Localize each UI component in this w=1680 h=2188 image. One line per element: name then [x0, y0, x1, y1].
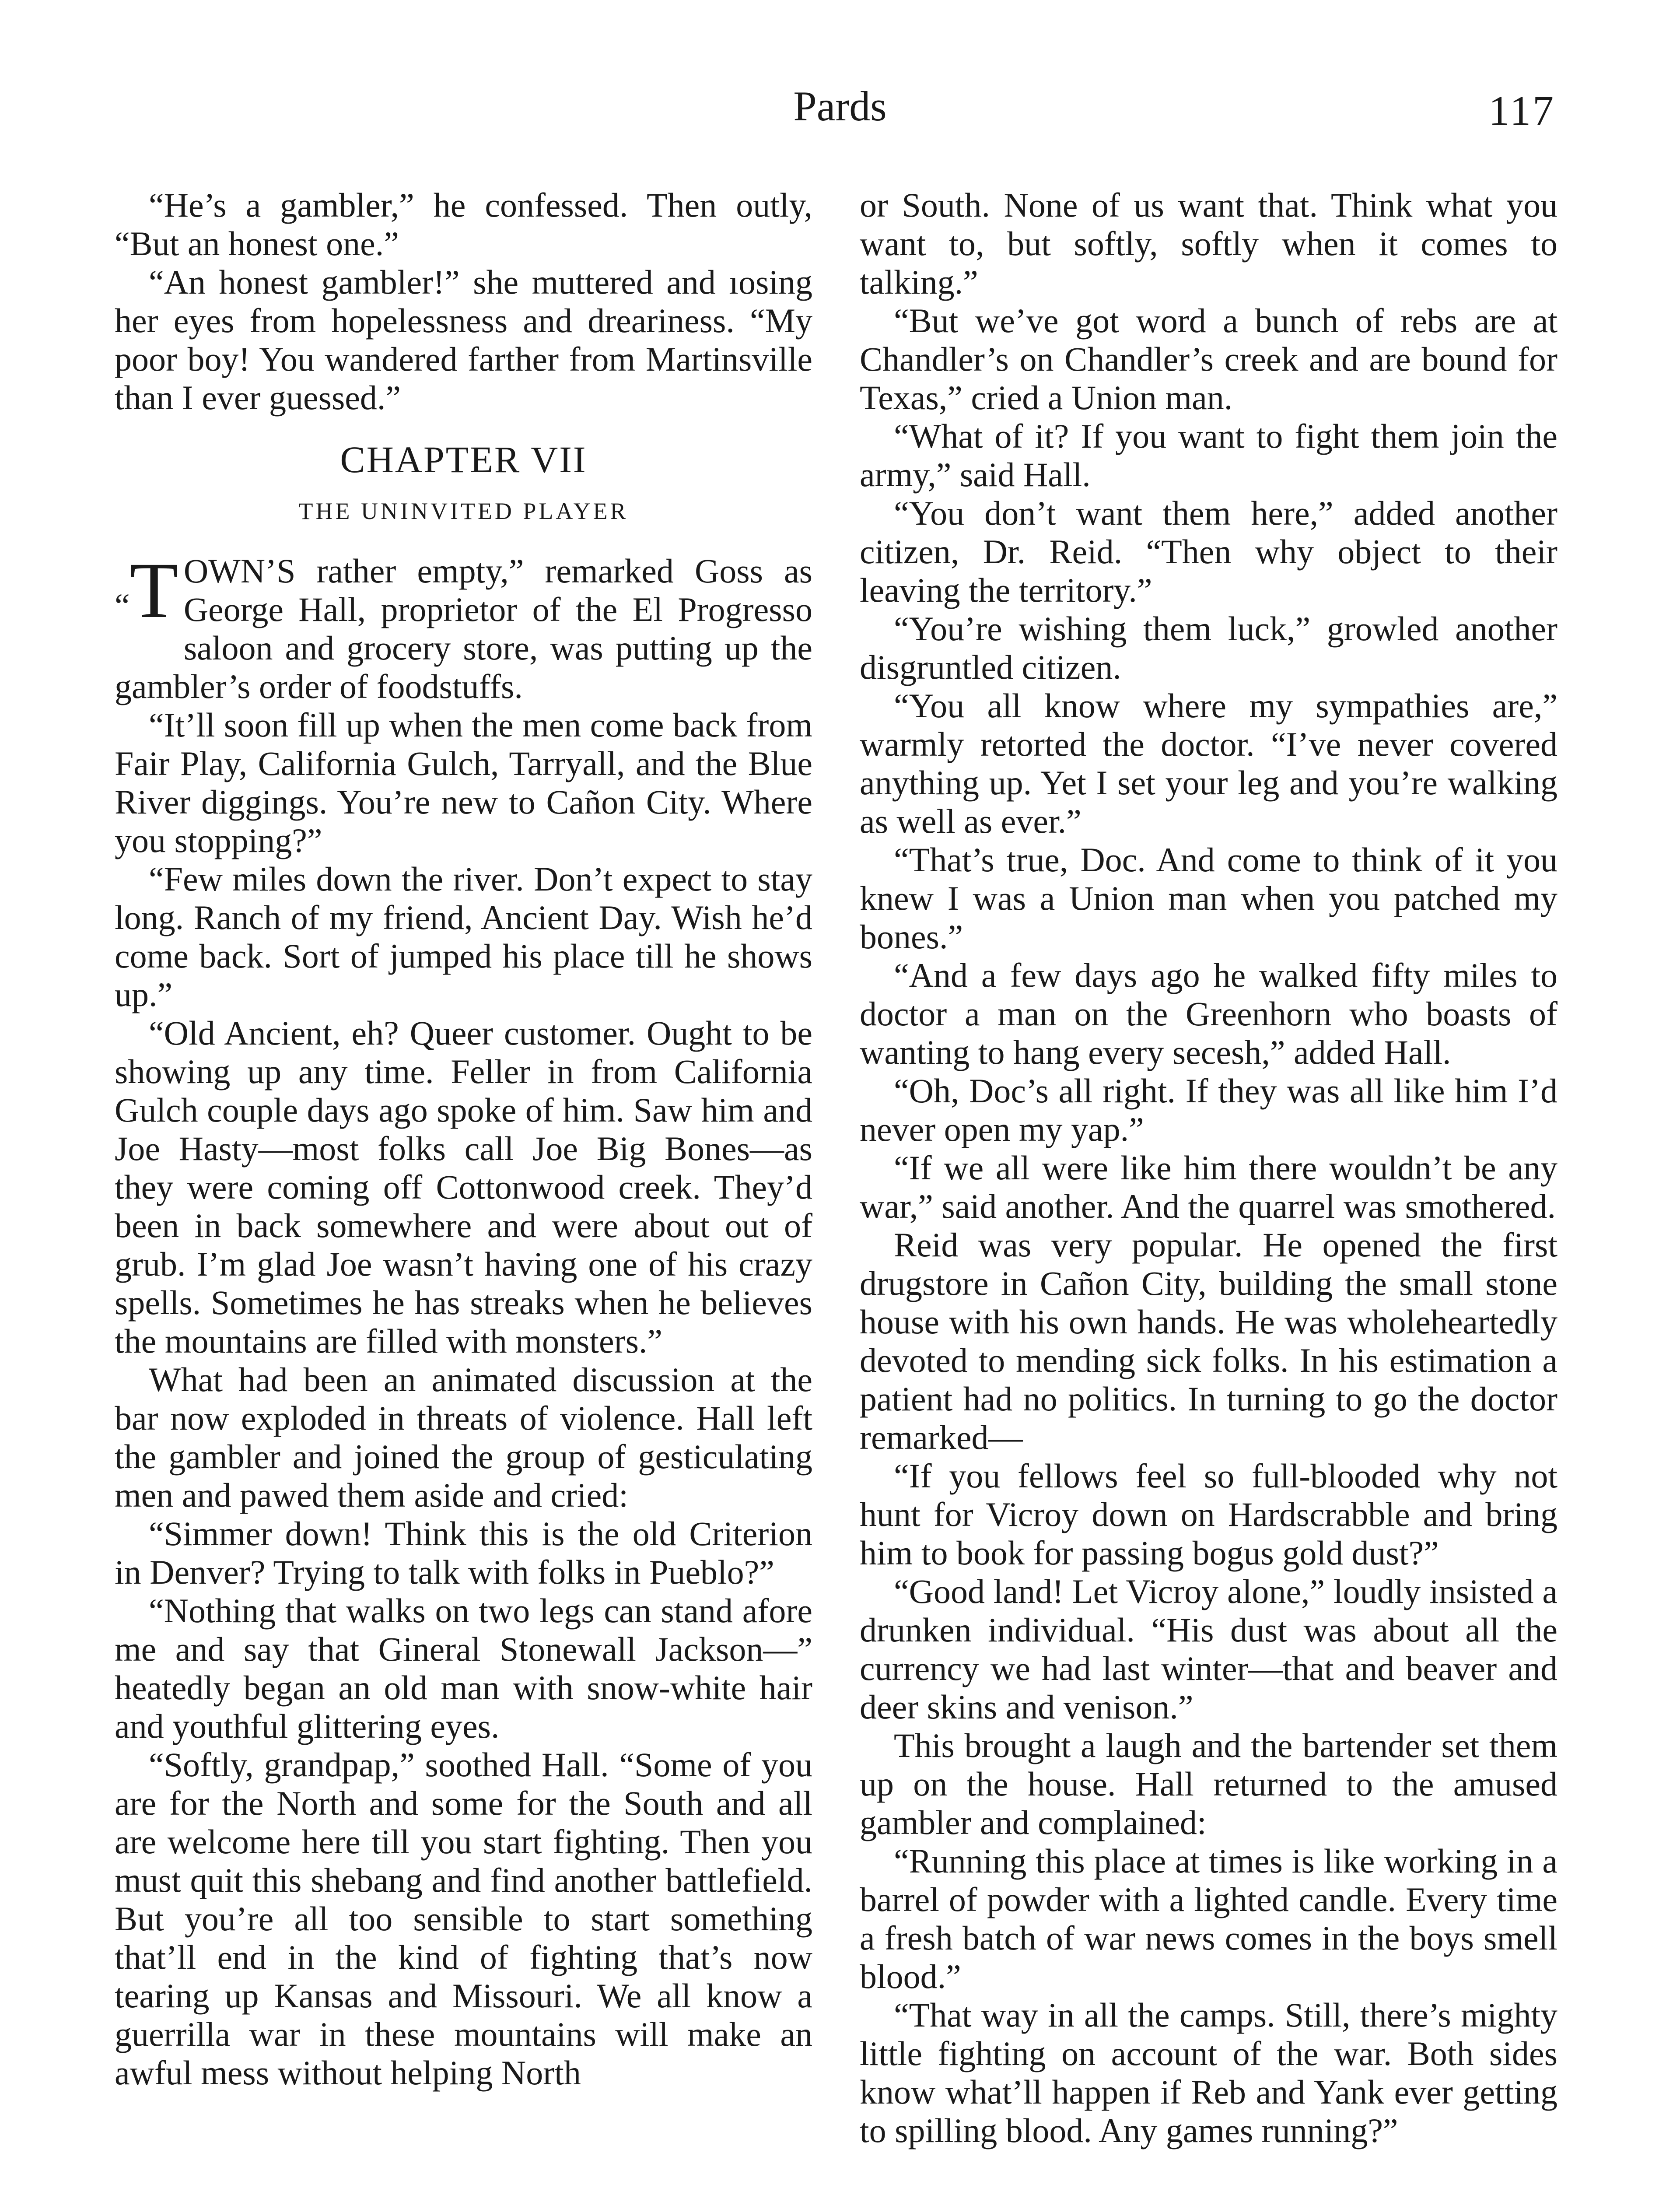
paragraph: “If you fellows feel so full-blooded why not hunt for Vicroy down on Hardscrabble and bring him to book for passing bogus gold dust?” [860, 1457, 1558, 1572]
paragraph: “You all know where my sympathies are,” warmly retorted the doctor. “I’ve never covered anything up. Yet I set your leg and you’re walking as well as ever.” [860, 687, 1558, 840]
paragraph: “Running this place at times is like working in a barrel of powder with a lighted candle. Every time a fresh batch of war news comes in the boys smell blood.” [860, 1842, 1558, 1995]
page-number: 117 [1488, 87, 1555, 134]
paragraph: “Nothing that walks on two legs can stand afore me and say that Gineral Stonewall Jackson—” heatedly began an old man with snow-white hair and youthful glittering eyes. [115, 1592, 812, 1745]
paragraph: “What of it? If you want to fight them join the army,” said Hall. [860, 417, 1558, 494]
paragraph: “You’re wishing them luck,” growled another disgruntled citizen. [860, 610, 1558, 686]
paragraph: “But we’ve got word a bunch of rebs are at Chandler’s on Chandler’s creek and are bound for Texas,” cried a Union man. [860, 302, 1558, 417]
paragraph: What had been an animated discussion at the bar now exploded in threats of violence. Hall left the gambler and joined the group of gesticulating men and pawed them aside and cried: [115, 1360, 812, 1514]
right-column [860, 186, 1558, 2150]
opening-paragraph-text: OWN’S rather empty,” remarked Goss as George Hall, proprietor of the El Progresso saloon and grocery store, was putting up the gambler’s order of foodstuffs. [115, 552, 812, 705]
paragraph: “An honest gambler!” she muttered and ıosing her eyes from hopelessness and dreariness. “My poor boy! You wandered farther from Martinsville than I ever guessed.” [115, 263, 812, 417]
paragraph: “He’s a gambler,” he confessed. Then outly, “But an honest one.” [115, 186, 812, 263]
drop-cap-quote: “ [115, 586, 130, 624]
drop-cap [115, 547, 178, 638]
paragraph: “Simmer down! Think this is the old Criterion in Denver? Trying to talk with folks in Pueblo?” [115, 1515, 812, 1591]
paragraph: “It’ll soon fill up when the men come back from Fair Play, California Gulch, Tarryall, and the Blue River diggings. You’re new to Cañon City. Where you stopping?” [115, 706, 812, 859]
left-column [115, 186, 812, 2092]
paragraph: “If we all were like him there wouldn’t be any war,” said another. And the quarrel was smothered. [860, 1149, 1558, 1225]
running-header-title: Pards [793, 83, 887, 130]
chapter-heading: CHAPTER VII [340, 438, 587, 480]
paragraph: This brought a laugh and the bartender set them up on the house. Hall returned to the amused gambler and complained: [860, 1726, 1558, 1841]
paragraph: “Oh, Doc’s all right. If they was all like him I’d never open my yap.” [860, 1072, 1558, 1148]
paragraph: “That’s true, Doc. And come to think of it you knew I was a Union man when you patched my bones.” [860, 841, 1558, 956]
drop-cap-letter: T [130, 547, 178, 635]
paragraph: “Old Ancient, eh? Queer customer. Ought to be showing up any time. Feller in from California Gulch couple days ago spoke of him. Saw him and Joe Hasty—most folks call Joe Big Bones—as they were coming off Cottonwood creek. They’d been in back somewhere and were about out of grub. I’m glad Joe wasn’t having one of his crazy spells. Sometimes he has streaks when he believes the mountains are filled with monsters.” [115, 1014, 812, 1360]
paragraph: Reid was very popular. He opened the first drugstore in Cañon City, building the small stone house with his own hands. He was wholeheartedly devoted to mending sick folks. In his estimation a patient had no politics. In turning to go the doctor remarked— [860, 1226, 1558, 1456]
paragraph: “Softly, grandpap,” soothed Hall. “Some of you are for the North and some for the South and all are welcome here till you start fighting. Then you must quit this shebang and find another battlefield. But you’re all too sensible to start something that’ll end in the kind of fighting that’s now tearing up Kansas and Missouri. We all know a guerrilla war in these mountains will make an awful mess without helping North [115, 1746, 812, 2092]
paragraph: “That way in all the camps. Still, there’s mighty little fighting on account of the war. Both sides know what’ll happen if Reb and Yank ever getting to spilling blood. Any games running?” [860, 1996, 1558, 2149]
paragraph: “Good land! Let Vicroy alone,” loudly insisted a drunken individual. “His dust was about all the currency we had last winter—that and beaver and deer skins and venison.” [860, 1572, 1558, 1726]
paragraph: “Few miles down the river. Don’t expect to stay long. Ranch of my friend, Ancient Day. Wish he’d come back. Sort of jumped his place till he shows up.” [115, 860, 812, 1013]
paragraph-continuation: or South. None of us want that. Think what you want to, but softly, softly when it comes to talking.” [860, 186, 1558, 301]
paragraph: “You don’t want them here,” added another citizen, Dr. Reid. “Then why object to their leaving the territory.” [860, 494, 1558, 609]
opening-paragraph [115, 547, 812, 706]
chapter-subtitle: THE UNINVITED PLAYER [298, 498, 629, 524]
paragraph: “And a few days ago he walked fifty miles to doctor a man on the Greenhorn who boasts of wanting to hang every secesh,” added Hall. [860, 956, 1558, 1071]
